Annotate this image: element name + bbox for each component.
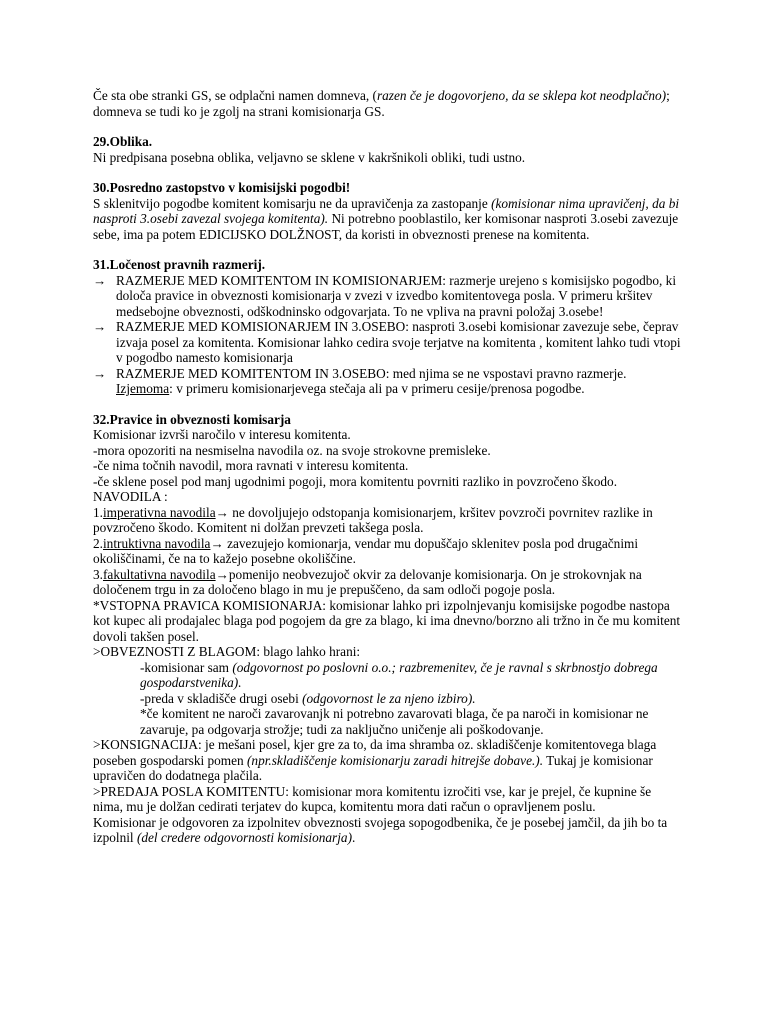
odgovornost-italic: (del credere odgovornosti komisionarja) <box>136 830 353 845</box>
list-item-text: RAZMERJE MED KOMISIONARJEM IN 3.OSEBO: nasproti 3.osebi komisionar zavezuje sebe, čeprav izvaja posel za komitenta. Komisionar lahko cedira svoje terjatve na komitenta , komitent lahko tudi vtopi v pogodbo namesto komisionarja <box>116 319 681 365</box>
indented-italic: (odgovornost le za njeno izbiro). <box>302 690 476 706</box>
konsignacija-text-end: Tukaj je komisionar upravičen do dodatnega plačila. <box>93 752 653 783</box>
konsignacija-text: >KONSIGNACIJA: je mešani posel, kjer gre za to, da ima shramba oz. skladiščenje komitentovega blaga poseben gospodarski pomen <box>93 737 657 768</box>
arrow-right-icon: → <box>210 535 224 551</box>
arrow-right-icon: → <box>93 272 107 288</box>
konsignacija-italic: (npr.skladiščenje komisionarju zaradi hitrejše dobave.). <box>247 752 544 768</box>
list-item-text: RAZMERJE MED KOMITENTOM IN 3.OSEBO: med njima se ne vspostavi pravno razmerje. <box>116 365 627 381</box>
indented-item <box>93 691 683 707</box>
spacer <box>93 242 683 257</box>
list-item <box>93 366 683 397</box>
indented-text: -komisionar sam <box>140 659 233 675</box>
intro-text-end: ; domneva se tudi ko je zgolj na strani komisionarja GS. <box>93 88 670 119</box>
arrow-right-icon: → <box>93 365 107 381</box>
instruction-number: 1. <box>93 504 103 520</box>
section-31-heading: 31.Ločenost pravnih razmerij. <box>93 257 266 272</box>
odgovornost-paragraph <box>93 815 683 846</box>
list-item-text-end: : v primeru komisionarjevega stečaja ali pa v primeru cesije/prenosa pogodbe. <box>169 381 585 396</box>
list-item <box>93 273 683 320</box>
arrow-right-icon: → <box>93 319 107 334</box>
spacer <box>93 119 683 134</box>
list-item <box>93 319 683 366</box>
instruction-3 <box>93 567 683 598</box>
instruction-number: 2. <box>93 535 103 551</box>
text-line: NAVODILA : <box>93 489 168 504</box>
section-30-text <box>93 196 683 243</box>
underlined-term: fakultativna navodila <box>102 566 216 582</box>
text-line: -če sklene posel pod manj ugodnimi pogoji, mora komitentu povrniti razliko in povzročeno škodo. <box>93 473 618 489</box>
arrow-right-icon: → <box>215 566 229 582</box>
arrow-right-icon: → <box>215 504 229 520</box>
underlined-term: intruktivna navodila <box>102 535 211 551</box>
instruction-text: ne dovoljujejo odstopanja komisionarjem, kršitev povzroči povrnitev razlike in povzročeno škodo. Komitent ni dolžan prevzeti takšega posla. <box>93 504 653 535</box>
list-item-text: RAZMERJE MED KOMITENTOM IN KOMISIONARJEM: razmerje urejeno s komisijsko pogodbo, ki določa pravice in obveznosti komisionarja v zvezi v izvedbo komitentovega posla. V primeru kršitev medsebojne obveznosti, odškodninsko odgovarjata. To ne vpliva na pravni položaj 3.osebe! <box>116 272 677 319</box>
document-page <box>93 88 683 846</box>
section-30-italic: (komisionar nima upravičenj, da bi nasproti 3.osebi zavezal svojega komitenta). <box>93 195 680 226</box>
instruction-text: zavezujejo komionarja, vendar mu dopuščajo sklenitev posla pod drugačnimi okoliščinami, če na to kažejo posebne okoliščine. <box>93 535 639 566</box>
predaja-paragraph: >PREDAJA POSLA KOMITENTU: komisionar mora komitentu izročiti vse, kar je prejel, če kupnine še nima, mu je dolžan cedirati terjatev do kupca, komitentu mora dati račun o opravljenem poslu. <box>93 783 652 814</box>
intro-italic: razen če je dogovorjeno, da se sklepa kot neodplačno) <box>376 88 667 103</box>
odgovornost-text-end: . <box>352 830 356 845</box>
indented-text: -preda v skladišče drugi osebi <box>140 690 303 706</box>
section-30-text-c: Ni potrebno pooblastilo, ker komisonar nasproti 3.osebi zavezuje sebe, ima pa potem EDICIJSKO DOLŽNOST, da koristi in obveznosti prenese na komitenta. <box>93 211 679 242</box>
underlined-term: imperativna navodila <box>102 504 216 520</box>
spacer <box>93 165 683 180</box>
indented-item <box>93 660 683 691</box>
text-line: -mora opozoriti na nesmiselna navodila oz. na svoje strokovne premisleke. <box>93 442 491 458</box>
text-line: -če nima točnih navodil, mora ravnati v interesu komitenta. <box>93 458 409 473</box>
konsignacija-paragraph <box>93 737 683 784</box>
indented-item: *če komitent ne naroči zavarovanjk ni potrebno zavarovati blaga, če pa naroči in komisionar ne zavaruje, pa odgovarja strožje; tudi za naključno uničenje ali poškodovanje. <box>140 706 649 737</box>
section-32-heading: 32.Pravice in obveznosti komisarja <box>93 411 291 427</box>
section-30-text-a: S sklenitvijo pogodbe komitent komisarju ne da upravičenja za zastopanje <box>93 195 492 211</box>
intro-paragraph <box>93 88 683 119</box>
obveznosti-heading: >OBVEZNOSTI Z BLAGOM: blago lahko hrani: <box>93 644 361 659</box>
odgovornost-text: Komisionar je odgovoren za izpolnitev obveznosti svojega sopogodbenika, če je posebej jamčil, da jih bo ta izpolnil <box>93 814 668 845</box>
instruction-number: 3. <box>93 566 103 582</box>
vstopna-pravica-paragraph: *VSTOPNA PRAVICA KOMISIONARJA: komisionar lahko pri izpolnjevanju komisijske pogodbe nastopa kot kupec ali prodajalec blaga pod pogojem da gre za blago, ki ima dnevno/borzno ali tržno in če mu komitent dovoli takšen posel. <box>93 597 681 644</box>
section-29-heading: 29.Oblika. <box>93 134 153 149</box>
instruction-text: pomenijo neobvezujoč okvir za delovanje komisionarja. On je strokovnjak na določenem trgu in za določeno blago in mu je prepuščeno, da sam odloči pogoje posla. <box>93 566 642 597</box>
spacer <box>93 397 683 412</box>
instruction-2 <box>93 536 683 567</box>
indented-italic: (odgovornost po poslovni o.o.; razbremenitev, če je ravnal s skrbnostjo dobrega gospodarstvenika). <box>140 659 658 690</box>
section-29-text: Ni predpisana posebna oblika, veljavno se sklene v kakršnikoli obliki, tudi ustno. <box>93 149 526 165</box>
intro-text: Če sta obe stranki GS, se odplačni namen domneva, ( <box>93 88 377 103</box>
text-line: Komisionar izvrši naročilo v interesu komitenta. <box>93 427 351 442</box>
instruction-1 <box>93 505 683 536</box>
section-30-heading: 30.Posredno zastopstvo v komisijski pogodbi! <box>93 180 351 195</box>
underlined-term: Izjemoma <box>116 381 170 396</box>
